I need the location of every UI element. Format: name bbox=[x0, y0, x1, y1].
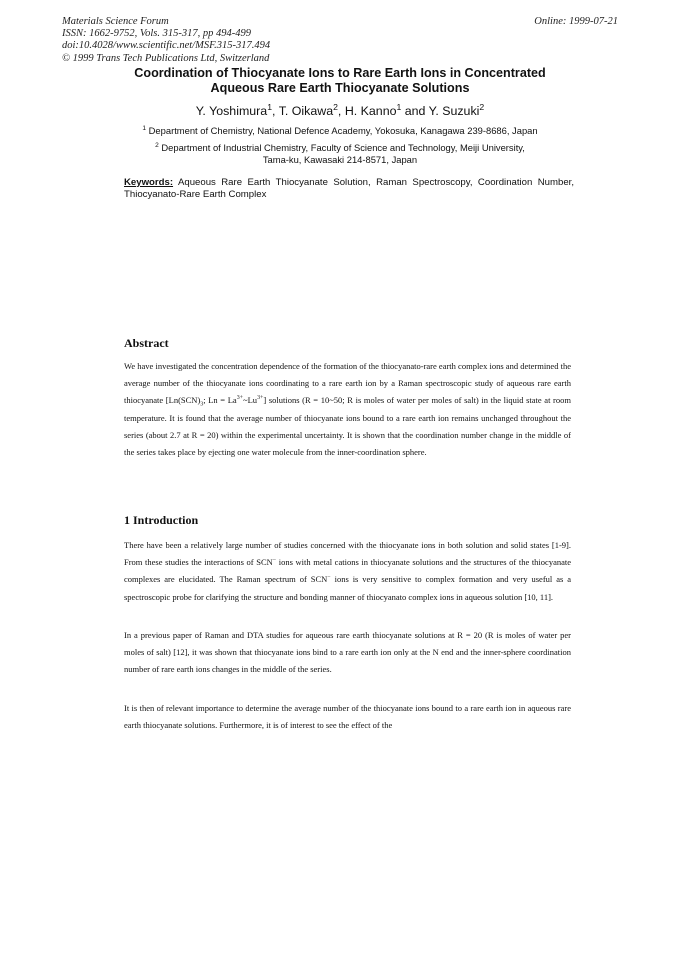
keywords bbox=[124, 177, 574, 201]
author: H. Kanno$^1$ and bbox=[344, 101, 429, 118]
author: Y. Yoshimura$^1$, bbox=[195, 101, 279, 118]
intro-paragraph-2: In a previous paper of Raman and DTA studies for aqueous rare earth thiocyanate solutions at R = 20 (R is moles of water per moles of salt) [12], it was shown that thiocyanate ions bind to a rare earth ion only at the N end and the inner-sphere coordination number of rare earth ions changes in the middle of the series. bbox=[124, 630, 571, 675]
affiliation-1: $^1$ Department of Chemistry, National Defence Academy, Yokosuka, Kanagawa 239-8686, Japan bbox=[142, 124, 538, 136]
author: T. Oikawa$^2$, bbox=[278, 101, 345, 118]
doi-line[interactable]: doi:10.4028/www.scientific.net/MSF.315-317.494 bbox=[62, 40, 271, 52]
keywords-text: Aqueous Rare Earth Thiocyanate Solution, Raman Spectroscopy, Coordination Number, Thiocyanato-Rare Earth Complex bbox=[124, 177, 575, 200]
affiliation-2: $^2$ Department of Industrial Chemistry, Faculty of Science and Technology, Meiji University, Tama-ku, Kawasaki 214-8571, Japan bbox=[155, 141, 525, 165]
online-date: Online: 1999-07-21 bbox=[534, 16, 618, 27]
copyright-line: © 1999 Trans Tech Publications Ltd, Switzerland bbox=[62, 52, 270, 64]
header-block bbox=[62, 16, 270, 65]
intro-paragraph-3: It is then of relevant importance to determine the average number of the thiocyanate ions bound to a rare earth ion in aqueous rare earth thiocyanate solutions. Furthermore, it is of interest to see the effect of the bbox=[124, 703, 571, 731]
keywords-label: Keywords: bbox=[124, 177, 174, 188]
title-line-2: Aqueous Rare Earth Thiocyanate Solutions bbox=[210, 80, 470, 95]
abstract-heading: Abstract bbox=[124, 336, 169, 350]
title-line-1: Coordination of Thiocyanate Ions to Rare Earth Ions in Concentrated bbox=[134, 66, 546, 80]
issn-line: ISSN: 1662-9752, Vols. 315-317, pp 494-499 bbox=[62, 28, 251, 40]
intro-paragraph-1: There have been a relatively large number of studies concerned with the thiocyanate ions in both solution and solid states [1-9]. From these studies the interactions of SCN− ions with metal cations in thiocyanate solutions and the structures of the thiocyanate complexes are elucidated. The Raman spectrum of SCN− ions is very sensitive to complex formation and very useful as a spectroscopic probe for clarifying the structure and bonding manner of thiocyanato complex ions in aqueous solution [10, 11]. bbox=[124, 540, 572, 602]
introduction-heading: 1 Introduction bbox=[124, 513, 199, 527]
paper-title bbox=[80, 66, 600, 95]
abstract-body: We have investigated the concentration dependence of the formation of the thiocyanato-rare earth complex ions and determined the average number of the thiocyanate ions coordinating to a rare earth ion by a Raman spectroscopic study of aqueous rare earth thiocyanate [$Ln(SCN)_3$; $Ln = La^{3+}\sim Lu^{3+}$] solutions (R = 10~50; R is moles of water per moles of salt) in the liquid state at room temperature. It is found that the average number of thiocyanate ions bound to a rare earth ion remains unchanged throughout the series (about 2.7 at R = 20) within the experimental uncertainty. It is shown that the coordination number change in the middle of the series takes place by ejecting one water molecule from the inner-coordination sphere. bbox=[124, 361, 571, 458]
journal-name: Materials Science Forum bbox=[62, 16, 169, 27]
author-list bbox=[80, 101, 600, 118]
author: Y. Suzuki$^2$ bbox=[428, 101, 485, 118]
